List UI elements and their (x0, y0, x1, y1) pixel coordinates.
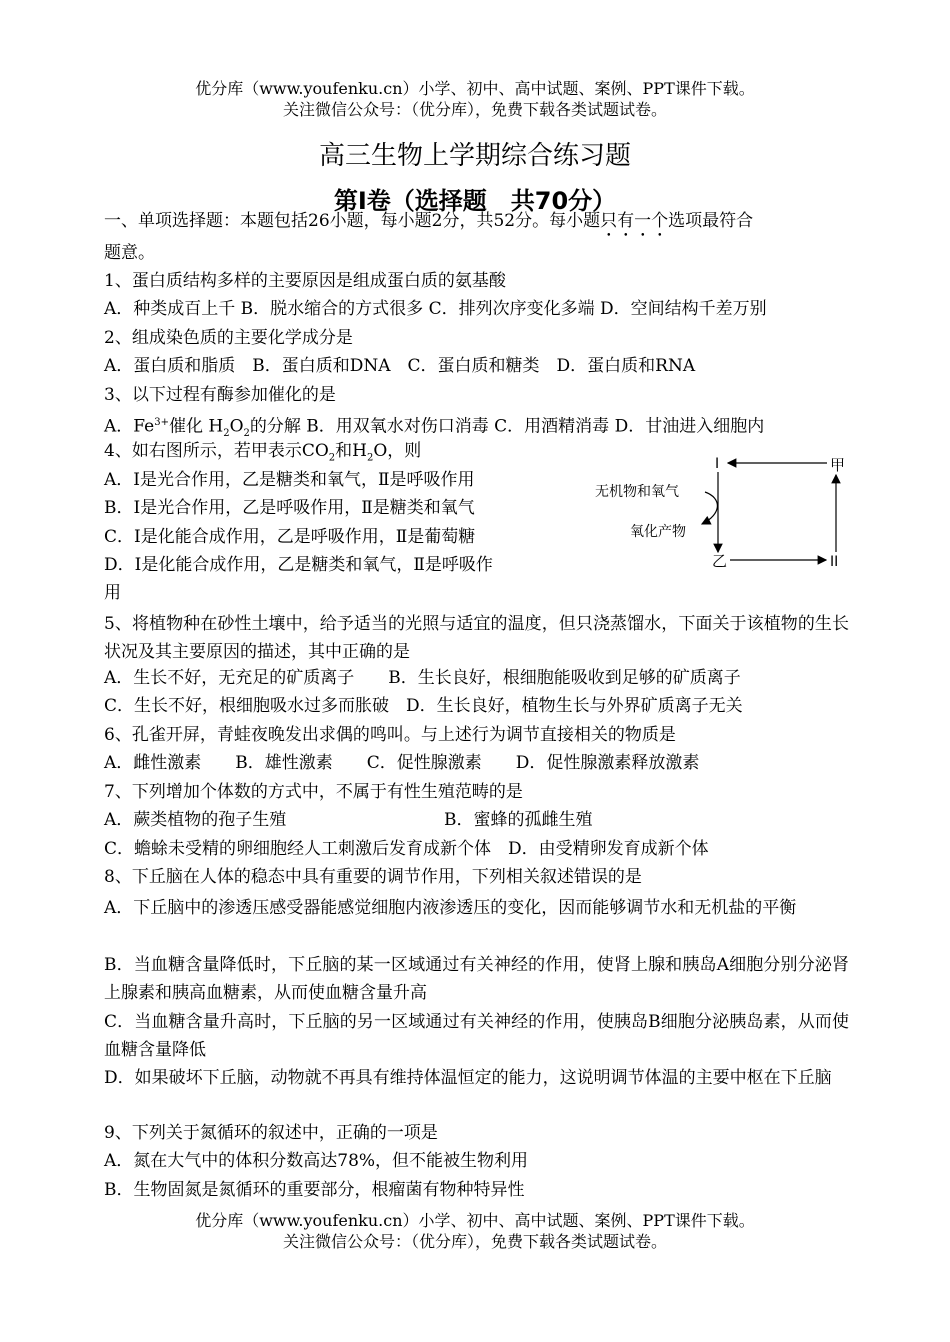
q9-option-a: A．氮在大气中的体积分数高达78%，但不能被生物利用 (104, 1151, 529, 1171)
page-footer (0, 1210, 950, 1252)
diagram-label-oxidation: 氧化产物 (630, 524, 686, 540)
diagram-label-i: I (715, 456, 720, 472)
q7-options-cd: C．蟾蜍未受精的卵细胞经人工刺激后发育成新个体 D．由受精卵发育成新个体 (104, 839, 709, 859)
q5-stem: 5、将植物种在砂性土壤中，给予适当的光照与适宜的温度，但只浇蒸馏水，下面关于该植物的生长状况及其主要原因的描述，其中正确的是 (104, 614, 849, 662)
q1-stem: 1、蛋白质结构多样的主要原因是组成蛋白质的氨基酸 (104, 271, 506, 291)
footer-line-1: 优分库（www.youfenku.cn）小学、初中、高中试题、案例、PPT课件下载。 (195, 1211, 755, 1230)
q9-option-b: B．生物固氮是氮循环的重要部分，根瘤菌有物种特异性 (104, 1180, 525, 1200)
q2-stem: 2、组成染色质的主要化学成分是 (104, 328, 353, 348)
diagram-label-ii: II (830, 554, 839, 570)
q2-options: A．蛋白质和脂质 B．蛋白质和DNA C．蛋白质和糖类 D．蛋白质和RNA (104, 356, 696, 376)
diagram-label-jia: 甲 (830, 456, 846, 474)
q1-options: A．种类成百上千 B．脱水缩合的方式很多 C．排列次序变化多端 D．空间结构千差万别 (104, 299, 767, 319)
q8-stem: 8、下丘脑在人体的稳态中具有重要的调节作用，下列相关叙述错误的是 (104, 867, 642, 887)
q4-option-a: A．Ⅰ是光合作用，乙是糖类和氧气，Ⅱ是呼吸作用 (104, 470, 475, 490)
q4-option-c: C．Ⅰ是化能合成作用，乙是呼吸作用，Ⅱ是葡萄糖 (104, 527, 476, 547)
q3-options: A．$Fe^{3+}$催化 $H_2O_2$的分解 B．用双氧水对伤口消毒 C．用酒精消毒 D．甘油进入细胞内 (104, 416, 765, 440)
q8-option-b: B．当血糖含量降低时，下丘脑的某一区域通过有关神经的作用，使肾上腺和胰岛A细胞分别分泌肾上腺素和胰高血糖素，从而使血糖含量升高 (104, 955, 849, 1003)
q7-option-b: B．蜜蜂的孤雌生殖 (444, 810, 593, 830)
q8-option-d: D．如果破坏下丘脑，动物就不再具有维持体温恒定的能力，这说明调节体温的主要中枢在下丘脑 (104, 1068, 832, 1088)
page-title: 高三生物上学期综合练习题 (318, 141, 631, 171)
q7-stem: 7、下列增加个体数的方式中，不属于有性生殖范畴的是 (104, 782, 523, 802)
section-intro: 一、单项选择题：本题包括26小题，每小题2分，共52分。每小题只有一个选项最符合 (104, 211, 754, 231)
q4-stem: 4、如右图所示，若甲表示$CO_2$和$H_2O$，则 (104, 441, 422, 464)
q4-option-d-cont: 用 (104, 583, 121, 603)
section-intro-line2: 题意。 (104, 243, 155, 263)
q7-option-a: A．蕨类植物的孢子生殖 (104, 810, 287, 830)
q4-option-d: D．Ⅰ是化能合成作用，乙是糖类和氧气，Ⅱ是呼吸作 (104, 555, 493, 575)
diagram-label-yi: 乙 (712, 552, 728, 570)
header-line-2: 关注微信公众号：（优分库），免费下载各类试题试卷。 (282, 100, 667, 119)
q3-stem: 3、以下过程有酶参加催化的是 (104, 385, 336, 405)
q6-stem: 6、孔雀开屏，青蛙夜晚发出求偶的鸣叫。与上述行为调节直接相关的物质是 (104, 725, 676, 745)
q6-options: A．雌性激素 B．雄性激素 C．促性腺激素 D．促性腺激素释放激素 (104, 753, 700, 773)
emphasis-text: 只有一个 (600, 211, 669, 231)
curved-arrow (702, 492, 717, 524)
footer-line-2: 关注微信公众号：（优分库），免费下载各类试题试卷。 (282, 1232, 667, 1251)
header-line-1: 优分库（www.youfenku.cn）小学、初中、高中试题、案例、PPT课件下载。 (195, 79, 755, 98)
q5-options-ab: A．生长不好，无充足的矿质离子 B．生长良好，根细胞能吸收到足够的矿质离子 (104, 668, 741, 688)
q8-option-c: C．当血糖含量升高时，下丘脑的另一区域通过有关神经的作用，使胰岛B细胞分泌胰岛素，从而使血糖含量降低 (104, 1012, 849, 1060)
q9-stem: 9、下列关于氮循环的叙述中，正确的一项是 (104, 1123, 438, 1143)
q5-options-cd: C．生长不好，根细胞吸水过多而胀破 D．生长良好，植物生长与外界矿质离子无关 (104, 696, 743, 716)
q8-option-a: A．下丘脑中的渗透压感受器能感觉细胞内液渗透压的变化，因而能够调节水和无机盐的平衡 (104, 898, 797, 918)
diagram-label-inorganic: 无机物和氧气 (595, 484, 679, 500)
cycle-diagram (590, 450, 860, 580)
section-subtitle: 第Ⅰ卷（选择题 共70分） (333, 187, 617, 215)
q4-option-b: B．Ⅰ是光合作用，乙是呼吸作用，Ⅱ是糖类和氧气 (104, 498, 475, 518)
page-header (0, 78, 950, 120)
